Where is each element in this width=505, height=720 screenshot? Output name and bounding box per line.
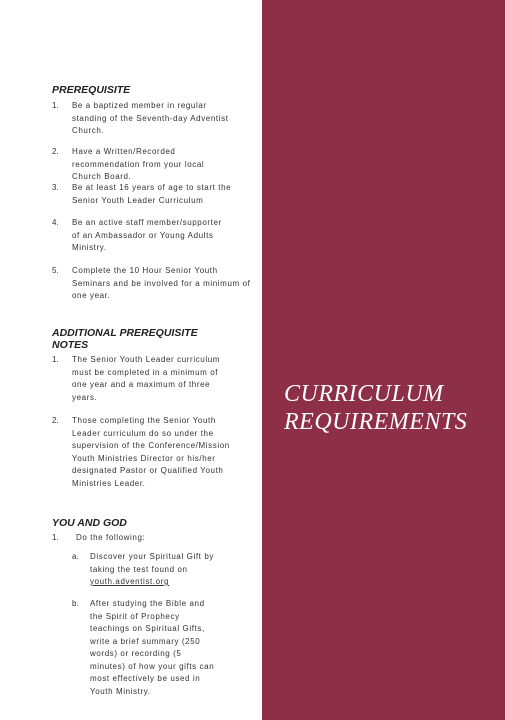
- item-text: Have a Written/Recorded recommendation from your local Church Board.: [72, 147, 205, 181]
- item-number: 1.: [52, 355, 59, 364]
- prerequisite-heading: PREREQUISITE: [52, 84, 131, 96]
- item-number: 4.: [52, 218, 59, 227]
- item-number: 1.: [52, 533, 59, 542]
- item-number: 1.: [52, 101, 59, 110]
- item-number: 3.: [52, 183, 59, 192]
- sidebar-title: [284, 380, 467, 436]
- subitem-text: After studying the Bible and the Spirit of Prophecy teachings on Spiritual Gifts, write a brief summary (250 words) or recording (5 minutes) of how your gifts can most effectively be used in Youth Ministry.: [90, 599, 215, 696]
- subitem-text-body: Discover your Spiritual Gift by taking the test found on: [90, 552, 214, 574]
- subitem-letter: a.: [72, 552, 79, 561]
- item-text: Be an active staff member/supporter of an Ambassador or Young Adults Ministry.: [72, 218, 222, 252]
- additional-heading-line1: ADDITIONAL PREREQUISITE: [52, 327, 198, 339]
- subitem-letter: b.: [72, 599, 79, 608]
- sidebar-title-line2: REQUIREMENTS: [284, 409, 468, 435]
- item-text: The Senior Youth Leader curriculum must be completed in a minimum of one year and a maximum of three years.: [72, 355, 221, 402]
- item-text: Those completing the Senior Youth Leader curriculum do so under the supervision of the Conference/Mission Youth Ministries Director or his/her designated Pastor or Qualified Youth Ministries Leader.: [72, 416, 230, 488]
- sidebar-panel: [262, 0, 505, 720]
- additional-heading-line2: NOTES: [52, 339, 89, 351]
- item-number: 2.: [52, 147, 59, 156]
- subitem-text: [90, 551, 216, 589]
- additional-heading: [52, 327, 242, 351]
- item-text: Be a baptized member in regular standing of the Seventh-day Adventist Church.: [72, 101, 229, 135]
- youth-adventist-link[interactable]: youth.adventist.org: [90, 577, 169, 586]
- you-and-god-heading: YOU AND GOD: [52, 517, 127, 529]
- sidebar-title-line1: CURRICULUM: [284, 381, 444, 407]
- item-text: Do the following:: [76, 533, 146, 542]
- item-text: Complete the 10 Hour Senior Youth Seminars and be involved for a minimum of one year.: [72, 266, 251, 300]
- item-number: 2.: [52, 416, 59, 425]
- item-number: 5.: [52, 266, 59, 275]
- item-text: Be at least 16 years of age to start the Senior Youth Leader Curriculum: [72, 183, 232, 205]
